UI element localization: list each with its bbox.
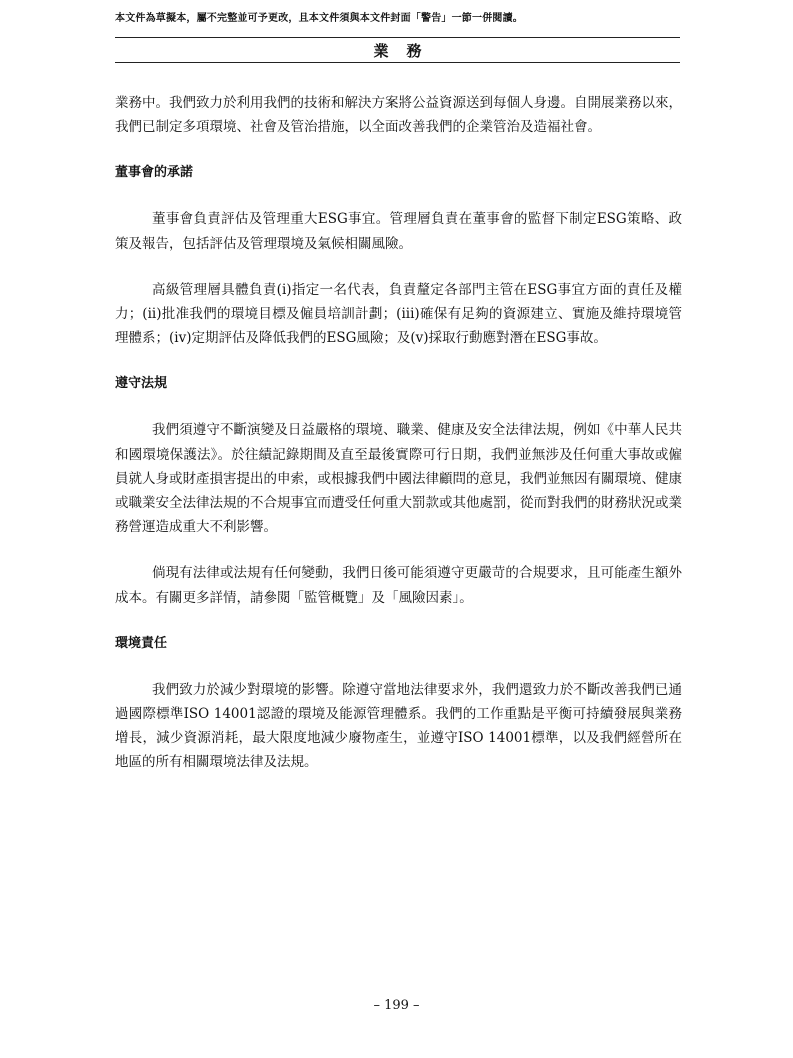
main-content — [115, 91, 682, 797]
compliance-paragraph-2: 倘現有法律或法規有任何變動，我們日後可能須遵守更嚴苛的合規要求，且可能產生額外成本。有關更多詳情，請參閱「監管概覽」及「風險因素」。 — [115, 565, 682, 606]
board-commitment-heading: 董事會的承諾 — [115, 165, 194, 181]
header-top-rule — [115, 37, 680, 38]
board-commitment-paragraph-2: 高級管理層具體負責(i)指定一名代表，負責釐定各部門主管在ESG事宜方面的責任及權力；(ii)批准我們的環境目標及僱員培訓計劃；(iii)確保有足夠的資源建立、實施及維持環境管理體系；(iv)定期評估及降低我們的ESG風險；及(v)採取行動應對潛在ESG事故。 — [115, 281, 682, 347]
draft-warning-notice: 本文件為草擬本，屬不完整並可予更改，且本文件須與本文件封面「警告」一節一併閱讀。 — [115, 13, 523, 24]
environmental-paragraph-1: 我們致力於減少對環境的影響。除遵守當地法律要求外，我們還致力於不斷改善我們已通過國際標準ISO 14001認證的環境及能源管理體系。我們的工作重點是平衡可持續發展與業務增長，減少資源消耗，最大限度地減少廢物產生，並遵守ISO 14001標準，以及我們經營所在地區的所有相關環境法律及法規。 — [115, 681, 682, 771]
page-number: – 199 – — [373, 998, 420, 1013]
header-bottom-rule — [115, 62, 680, 63]
compliance-heading: 遵守法規 — [115, 376, 168, 392]
environmental-heading: 環境責任 — [115, 635, 168, 651]
intro-paragraph: 業務中。我們致力於利用我們的技術和解決方案將公益資源送到每個人身邊。自開展業務以來，我們已制定多項環境、社會及管治措施，以全面改善我們的企業管治及造福社會。 — [115, 95, 682, 136]
section-title: 業務 — [373, 42, 440, 60]
board-commitment-paragraph-1: 董事會負責評估及管理重大ESG事宜。管理層負責在董事會的監督下制定ESG策略、政策及報告，包括評估及管理環境及氣候相關風險。 — [115, 211, 682, 252]
compliance-paragraph-1: 我們須遵守不斷演變及日益嚴格的環境、職業、健康及安全法律法規，例如《中華人民共和國環境保護法》。於往績記錄期間及直至最後實際可行日期，我們並無涉及任何重大事故或僱員就人身或財產損害提出的申索，或根據我們中國法律顧問的意見，我們並無因有關環境、健康或職業安全法律法規的不合規事宜而遭受任何重大罰款或其他處罰，從而對我們的財務狀況或業務營運造成重大不利影響。 — [115, 422, 682, 536]
